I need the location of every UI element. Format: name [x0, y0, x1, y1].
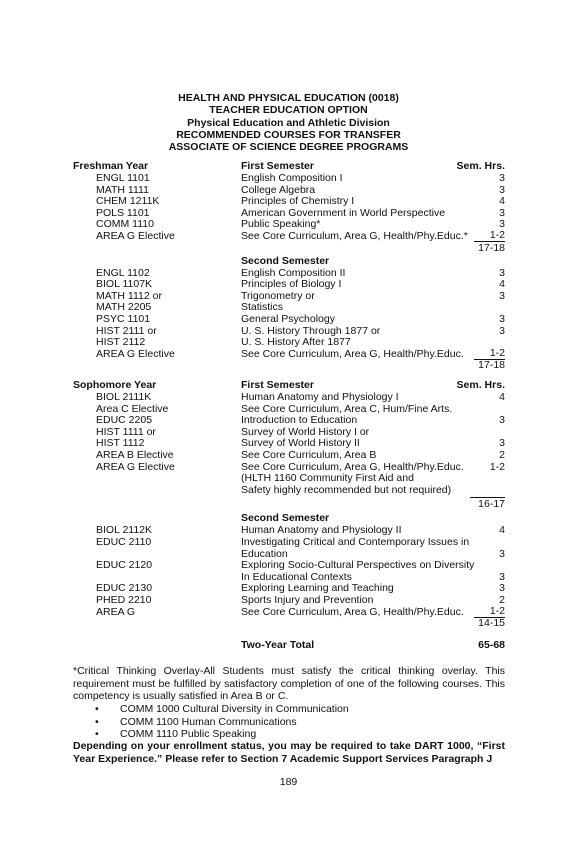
course-hours: 4 — [499, 524, 505, 537]
table-row — [0, 461, 577, 473]
table-row — [0, 230, 577, 242]
course-title: See Core Curriculum, Area G, Health/Phy.Educ. — [241, 605, 464, 618]
table-row — [0, 559, 577, 571]
program-title: HEALTH AND PHYSICAL EDUCATION (0018) — [178, 92, 399, 104]
semester-total: 17-18 — [478, 359, 505, 372]
table-row — [0, 184, 577, 196]
course-code: AREA G Elective — [96, 460, 175, 473]
course-title: English Composition I — [241, 172, 343, 184]
course-title: Survey of World History II — [241, 437, 360, 450]
course-code: AREA G Elective — [96, 230, 175, 242]
course-title: See Core Curriculum, Area G, Health/Phy.Educ. — [241, 460, 464, 473]
course-code: MATH 1111 — [96, 183, 149, 196]
table-row — [0, 255, 577, 267]
option-title: TEACHER EDUCATION OPTION — [209, 104, 368, 117]
table-row — [0, 242, 577, 254]
course-hours: 3 — [499, 206, 505, 219]
course-title: U. S. History After 1877 — [241, 336, 351, 349]
course-title: College Algebra — [241, 183, 316, 196]
course-code: ENGL 1102 — [96, 266, 150, 279]
table-row — [0, 278, 577, 290]
year-label: Freshman Year — [73, 160, 149, 172]
course-code: POLS 1101 — [96, 206, 150, 219]
course-title: Survey of World History I or — [241, 425, 370, 438]
course-hours: 4 — [499, 278, 505, 291]
table-row — [0, 403, 577, 415]
course-code: ENGL 1101 — [96, 172, 150, 184]
bullet-glyph: • — [95, 703, 99, 716]
courses-title: RECOMMENDED COURSES FOR TRANSFER — [176, 128, 401, 141]
semester-label: Second Semester — [241, 254, 330, 267]
course-title: See Core Curriculum, Area B — [241, 449, 377, 461]
table-row — [0, 313, 577, 325]
table-row — [0, 484, 577, 496]
course-title: Exploring Learning and Teaching — [241, 582, 394, 595]
semester-total: 16-17 — [478, 498, 505, 511]
course-title: American Government in World Perspective — [241, 206, 446, 219]
critical-thinking-note: *Critical Thinking Overlay-All Students must satisfy the critical thinking overlay. This requirement must be fulfilled by satisfactory completion of one of the following courses. This competency is usually satisfied in Area B or C. — [73, 665, 505, 703]
course-code: EDUC 2130 — [96, 582, 153, 595]
bullet-item — [95, 716, 297, 728]
course-code: PSYC 1101 — [96, 313, 151, 325]
table-row — [0, 426, 577, 438]
table-row — [0, 325, 577, 337]
two-year-total: 65-68 — [478, 639, 505, 652]
course-code: COMM 1110 — [96, 218, 154, 231]
course-hours: 2 — [499, 449, 505, 461]
course-code: AREA G Elective — [96, 347, 175, 360]
course-title: English Composition II — [241, 266, 346, 279]
table-row — [0, 290, 577, 302]
course-hours: 1-2 — [474, 606, 505, 618]
course-code: HIST 2111 or — [96, 324, 157, 337]
course-code: PHED 2210 — [96, 594, 152, 606]
course-hours: 4 — [499, 391, 505, 403]
bullet-text: COMM 1100 Human Communications — [120, 715, 297, 728]
table-row — [0, 524, 577, 536]
table-row — [0, 391, 577, 403]
table-row — [0, 172, 577, 184]
table-row — [0, 379, 577, 391]
course-hours: 1-2 — [489, 460, 505, 473]
course-title: U. S. History Through 1877 or — [241, 324, 381, 337]
semester-label: First Semester — [241, 379, 314, 391]
table-row — [0, 437, 577, 449]
course-code: BIOL 2112K — [96, 524, 153, 537]
hours-heading: Sem. Hrs. — [456, 160, 505, 172]
table-row — [0, 160, 577, 172]
course-hours: 3 — [499, 183, 505, 196]
semester-label: Second Semester — [241, 512, 330, 525]
semester-total: 17-18 — [478, 241, 505, 254]
table-row — [0, 348, 577, 360]
table-row — [0, 512, 577, 524]
course-code: BIOL 1107K — [96, 278, 153, 291]
document-header — [0, 92, 577, 153]
year-label: Sophomore Year — [73, 379, 157, 391]
course-title: In Educational Contexts — [241, 570, 352, 583]
table-row — [0, 617, 577, 629]
course-code: HIST 1112 — [96, 437, 145, 450]
bullet-text: COMM 1000 Cultural Diversity in Communication — [120, 703, 349, 716]
table-row — [0, 582, 577, 594]
course-title: See Core Curriculum, Area C, Hum/Fine Arts. — [241, 402, 453, 415]
course-code: BIOL 2111K — [96, 391, 152, 403]
course-title: Principles of Biology I — [241, 278, 342, 291]
two-year-label: Two-Year Total — [241, 639, 315, 652]
course-hours: 1-2 — [474, 348, 505, 360]
course-hours: 3 — [499, 313, 505, 325]
course-hours: 3 — [499, 289, 505, 302]
course-hours: 3 — [499, 172, 505, 184]
course-code: CHEM 1211K — [96, 195, 160, 208]
page-number: 189 — [279, 776, 298, 788]
course-code: AREA B Elective — [96, 449, 174, 461]
degree-title: ASSOCIATE OF SCIENCE DEGREE PROGRAMS — [168, 141, 409, 154]
course-hours: 3 — [499, 218, 505, 231]
course-hours: 3 — [499, 570, 505, 583]
course-code: EDUC 2205 — [96, 414, 153, 427]
table-row — [0, 472, 577, 484]
course-title: Principles of Chemistry I — [241, 195, 355, 208]
course-code: Area C Elective — [96, 402, 169, 415]
table-row — [0, 449, 577, 461]
course-code: MATH 1112 or — [96, 289, 162, 302]
course-title: General Psychology — [241, 313, 335, 325]
course-title: Public Speaking* — [241, 218, 321, 231]
course-hours: 3 — [499, 266, 505, 279]
semester-label: First Semester — [241, 160, 314, 172]
course-title: Investigating Critical and Contemporary Issues in — [241, 536, 470, 548]
course-title: Exploring Socio-Cultural Perspectives on Diversity — [241, 559, 475, 572]
course-hours: 1-2 — [474, 230, 505, 242]
course-hours: 3 — [499, 414, 505, 427]
bullet-item — [95, 728, 256, 740]
table-row — [0, 195, 577, 207]
table-row — [0, 414, 577, 426]
course-title: See Core Curriculum, Area G, Health/Phy.Educ. — [241, 347, 464, 360]
table-row — [0, 571, 577, 583]
table-row — [0, 639, 577, 651]
course-hours: 3 — [499, 547, 505, 560]
course-code: EDUC 2110 — [96, 536, 152, 548]
course-title: Statistics — [241, 301, 284, 314]
course-code: AREA G — [96, 605, 136, 618]
course-title: Safety highly recommended but not required) — [241, 483, 452, 496]
table-row — [0, 606, 577, 618]
course-title: Human Anatomy and Physiology II — [241, 524, 402, 537]
course-hours: 2 — [499, 594, 505, 606]
course-hours: 4 — [499, 195, 505, 208]
semester-total: 14-15 — [478, 617, 505, 630]
course-hours: 3 — [499, 437, 505, 450]
bullet-glyph: • — [95, 715, 99, 728]
bullet-text: COMM 1110 Public Speaking — [120, 728, 257, 740]
course-code: HIST 1111 or — [96, 425, 156, 438]
bullet-item — [95, 703, 349, 715]
table-row — [0, 267, 577, 279]
enrollment-note: Depending on your enrollment status, you may be required to take DART 1000, “First Year Experience.” Please refer to Section 7 Academic Support Services Paragraph J — [73, 740, 505, 765]
course-hours: 3 — [499, 324, 505, 337]
course-title: Education — [241, 547, 288, 560]
course-title: Sports Injury and Prevention — [241, 594, 374, 606]
table-row — [0, 498, 577, 510]
course-title: Trigonometry or — [241, 289, 315, 302]
course-hours: 3 — [499, 582, 505, 595]
bullet-glyph: • — [95, 728, 99, 740]
course-code: MATH 2205 — [96, 301, 152, 314]
division-title: Physical Education and Athletic Division — [187, 116, 390, 129]
table-row — [0, 536, 577, 548]
table-row — [0, 301, 577, 313]
course-title: Introduction to Education — [241, 414, 358, 427]
table-row — [0, 207, 577, 219]
course-title: See Core Curriculum, Area G, Health/Phy.Educ.* — [241, 230, 468, 242]
course-code: EDUC 2120 — [96, 559, 153, 572]
course-title: Human Anatomy and Physiology I — [241, 391, 399, 403]
table-row — [0, 359, 577, 371]
hours-heading: Sem. Hrs. — [456, 379, 505, 391]
table-row — [0, 548, 577, 560]
course-code: HIST 2112 — [96, 336, 146, 349]
course-title: (HLTH 1160 Community First Aid and — [241, 472, 414, 485]
